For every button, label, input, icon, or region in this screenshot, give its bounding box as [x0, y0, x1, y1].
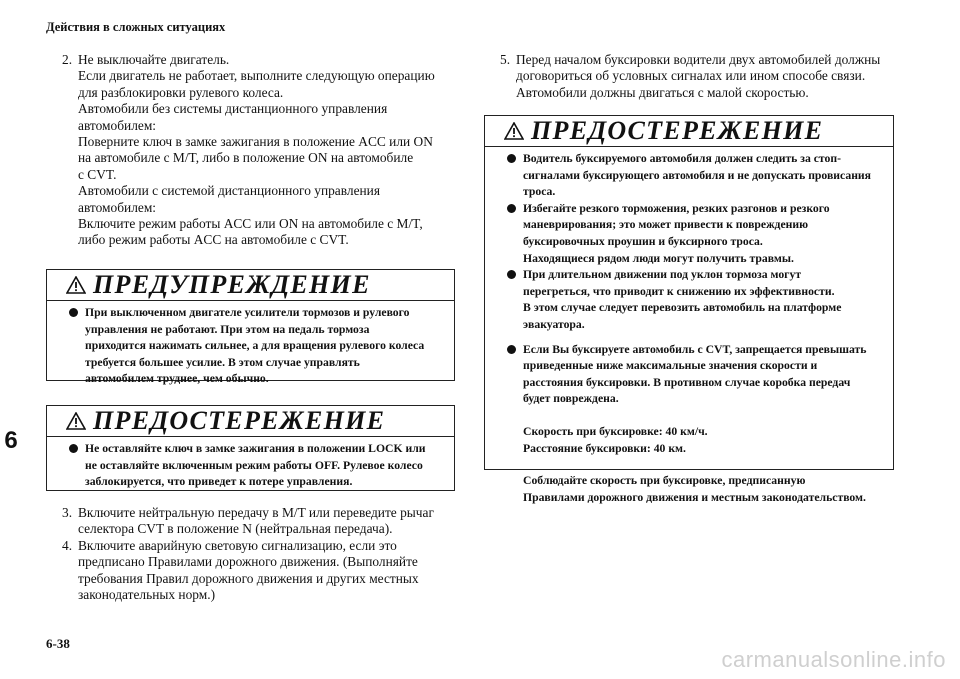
step-line: автомобилем: — [78, 199, 157, 215]
step-line: предписано Правилами дорожного движения. (Выполняйте — [78, 554, 418, 570]
caution-line: При длительном движении под уклон тормоза могут — [523, 268, 802, 282]
caution-line: эвакуатора. — [523, 317, 585, 331]
chapter-tab: 6 — [0, 418, 22, 464]
caution-line: Правилами дорожного движения и местным законодательством. — [523, 490, 866, 504]
caution-line: буксировочных проушин и буксирного троса. — [523, 234, 763, 248]
step-line: либо режим работы ACC на автомобиле с CVT. — [78, 232, 349, 248]
step-5 — [500, 52, 920, 101]
caution-item — [73, 441, 446, 491]
step-line: автомобилем: — [78, 117, 157, 133]
bullet-icon — [507, 270, 516, 279]
step-line: селектора CVT в положение N (нейтральная передача). — [78, 521, 393, 537]
step-number: 3. — [62, 505, 73, 520]
watermark: carmanualsonline.info — [721, 647, 946, 672]
warning-line: приходится нажимать сильнее, а для вращения рулевого колеса — [85, 339, 425, 353]
step-line: законодательных норм.) — [78, 587, 216, 603]
caution-line: Не оставляйте ключ в замке зажигания в положении LOCK или — [85, 442, 426, 455]
caution-box-towing — [484, 115, 894, 504]
step-line: Перед началом буксировки водители двух автомобилей должны — [516, 52, 881, 67]
left-column — [62, 52, 457, 249]
caution-box-header — [47, 406, 454, 437]
caution-item — [511, 342, 885, 408]
caution-line: троса. — [523, 185, 556, 199]
caution-line: Избегайте резкого торможения, резких разгонов и резкого — [523, 201, 830, 215]
step-number: 2. — [62, 52, 73, 67]
caution-line: сигналами буксирующего автомобиля и не допускать провисания — [523, 168, 871, 182]
caution-line: заблокируется, что приведет к потере управления. — [85, 475, 353, 489]
step-2 — [62, 52, 457, 249]
caution-item — [511, 201, 885, 267]
caution-line: Соблюдайте скорость при буксировке, предписанную — [523, 474, 806, 488]
caution-line: перегреться, что приводит к снижению их эффективности. — [523, 284, 835, 298]
caution-line: будет повреждена. — [523, 392, 619, 406]
step-line: Автомобили без системы дистанционного управления — [78, 101, 388, 117]
caution-box-title: ПРЕДОСТЕРЕЖЕНИЕ — [93, 406, 386, 435]
caution-item — [511, 267, 885, 333]
caution-box-body — [47, 437, 454, 496]
bullet-icon — [69, 308, 78, 317]
caution-box-title: ПРЕДОСТЕРЕЖЕНИЕ — [531, 116, 824, 145]
page-number: 6-38 — [46, 636, 70, 651]
step-line: требования Правил дорожного движения и других местных — [78, 570, 419, 586]
warning-triangle-icon — [66, 276, 86, 294]
towing-speed-limit: Скорость при буксировке: 40 км/ч. — [523, 424, 708, 438]
caution-box-header — [485, 116, 893, 147]
step-line: Включите нейтральную передачу в M/T или переведите рычаг — [78, 505, 434, 520]
caution-item — [511, 151, 885, 201]
step-line: Включите режим работы ACC или ON на автомобиле с M/T, — [78, 216, 423, 232]
caution-line: маневрирования; это может привести к повреждению — [523, 218, 809, 232]
step-line: Включите аварийную световую сигнализацию, если это — [78, 537, 397, 553]
bullet-icon — [507, 204, 516, 213]
bullet-icon — [69, 444, 78, 453]
warning-line: автомобилем труднее, чем обычно. — [85, 372, 269, 386]
caution-line: расстояния буксировки. В противном случае коробка передач — [523, 375, 851, 389]
step-3 — [62, 505, 457, 538]
caution-line: не оставляйте включенным режим работы OFF. Рулевое колесо — [85, 458, 423, 472]
bullet-icon — [507, 345, 516, 354]
step-line: Не выключайте двигатель. — [78, 52, 230, 67]
caution-line: Находящиеся рядом люди могут получить травмы. — [523, 251, 794, 265]
right-column — [500, 52, 920, 101]
warning-triangle-icon — [66, 412, 86, 430]
warning-box-header — [47, 270, 454, 301]
step-number: 4. — [62, 537, 73, 553]
warning-line: требуется большее усилие. В этом случае управлять — [85, 355, 360, 369]
towing-distance-limit: Расстояние буксировки: 40 км. — [523, 441, 686, 455]
warning-box-body — [47, 301, 454, 393]
caution-box — [46, 405, 455, 491]
warning-item — [73, 305, 446, 388]
caution-line: Водитель буксируемого автомобиля должен следить за стоп- — [523, 152, 841, 165]
step-4 — [62, 538, 457, 604]
warning-line: При выключенном двигателе усилители тормозов и рулевого — [85, 306, 410, 319]
caution-line: В этом случае следует перевозить автомобиль на платформе — [523, 301, 842, 315]
step-line: Автомобили должны двигаться с малой скоростью. — [516, 84, 809, 100]
caution-line: приведенные ниже максимальные значения скорости и — [523, 359, 818, 373]
bullet-icon — [507, 154, 516, 163]
caution-line: Если Вы буксируете автомобиль с CVT, запрещается превышать — [523, 342, 867, 356]
warning-box — [46, 269, 455, 386]
step-line: Поверните ключ в замке зажигания в положение ACC или ON — [78, 134, 433, 150]
step-number: 5. — [500, 52, 511, 67]
step-line: Если двигатель не работает, выполните следующую операцию — [78, 68, 435, 84]
step-line: для разблокировки рулевого колеса. — [78, 84, 284, 100]
warning-line: управления не работают. При этом на педаль тормоза — [85, 322, 370, 336]
warning-box-title: ПРЕДУПРЕЖДЕНИЕ — [93, 270, 371, 299]
page-header-title: Действия в сложных ситуациях — [46, 20, 226, 34]
step-line: Автомобили с системой дистанционного управления — [78, 183, 381, 199]
step-line: на автомобиле с M/T, либо в положение ON на автомобиле — [78, 150, 414, 166]
step-line: договориться об условных сигналах или ином способе связи. — [516, 68, 866, 84]
caution-box-body — [485, 147, 893, 511]
warning-triangle-icon — [504, 122, 524, 140]
steps-3-4 — [62, 505, 457, 603]
step-line: с CVT. — [78, 166, 117, 182]
